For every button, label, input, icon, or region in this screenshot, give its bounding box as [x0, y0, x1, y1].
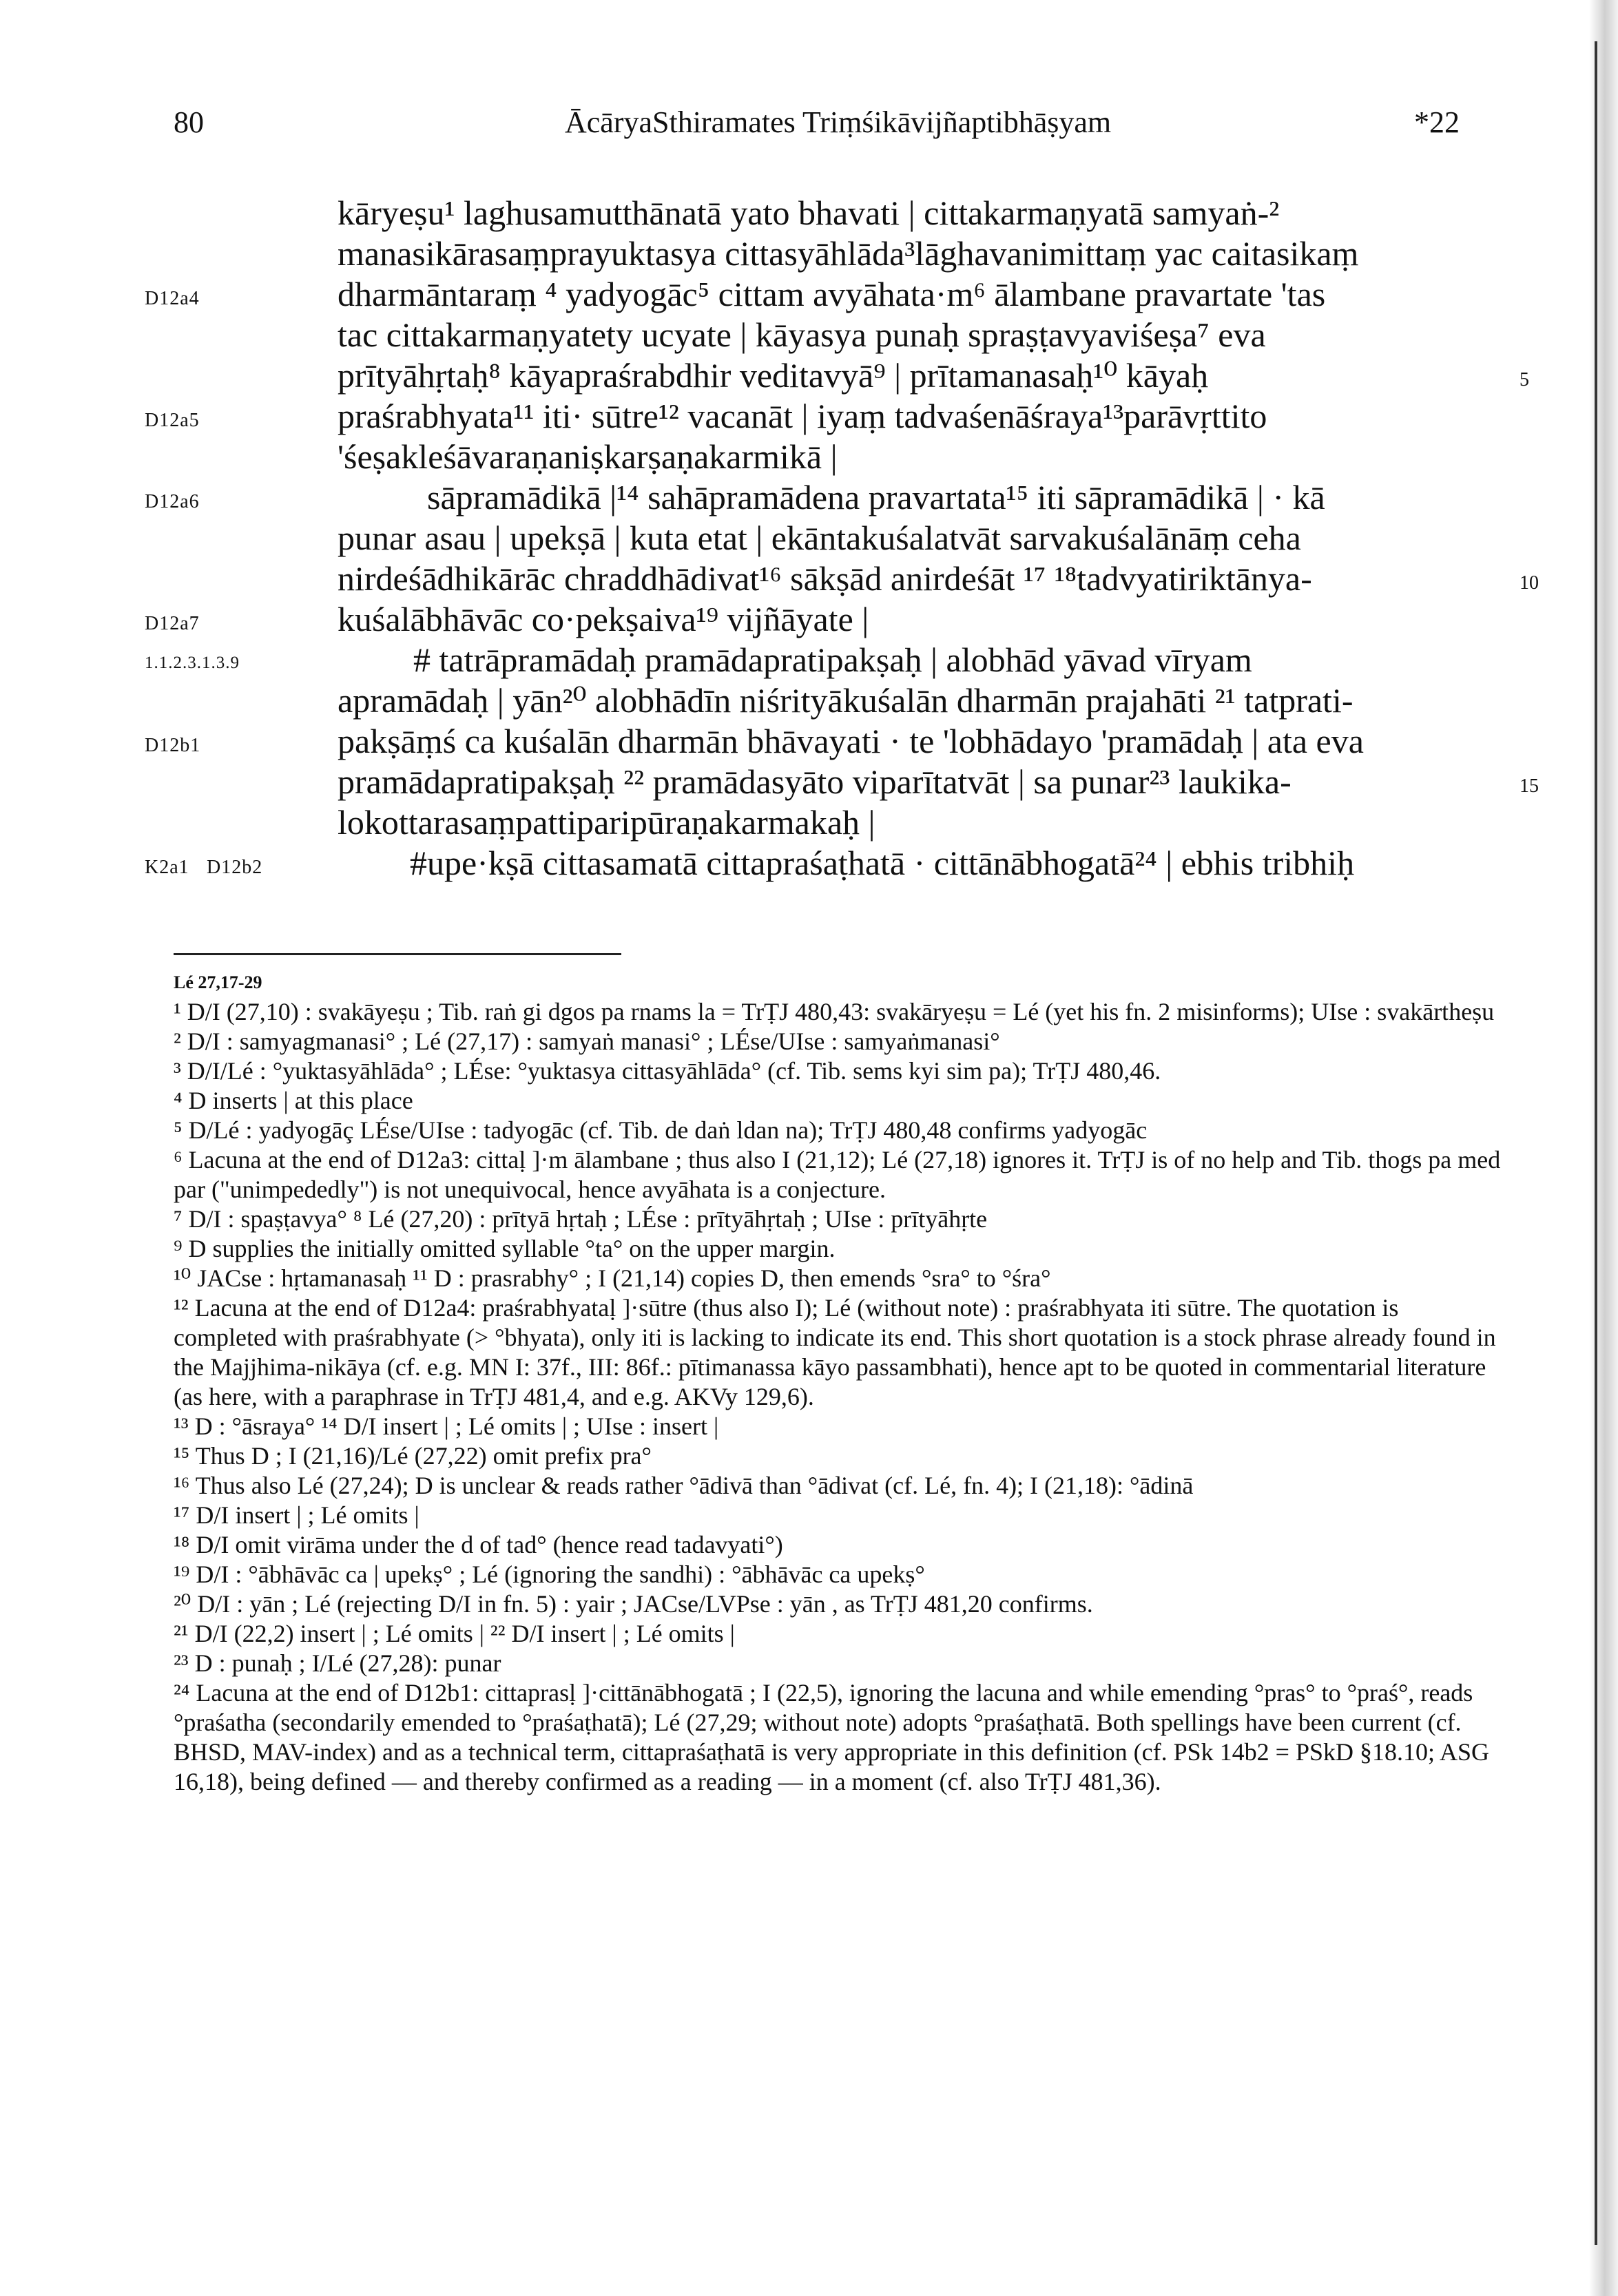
footnote-rule — [174, 953, 621, 955]
footnote: ¹³ D : °āsraya° ¹⁴ D/I insert | ; Lé omits | ; UIse : insert | — [174, 1412, 719, 1440]
text-line-15: pramādapratipakṣaḥ ²² pramādasyāto viparītatvāt | sa punar²³ laukika- — [338, 762, 1292, 801]
page-number: 80 — [174, 105, 204, 139]
text-line-6: praśrabhyata¹¹ iti· sūtre¹² vacanāt | iyaṃ tadvaśenāśraya¹³parāvṛttito — [338, 397, 1267, 435]
footnote: ⁴ D inserts | at this place — [174, 1087, 413, 1114]
line-number: 5 — [1520, 369, 1529, 390]
footnotes — [174, 968, 1503, 1797]
footnote: ²³ D : punaḥ ; I/Lé (27,28): punar — [174, 1649, 501, 1677]
text-line-4: tac cittakarmaṇyatety ucyate | kāyasya punaḥ spraṣṭavyaviśeṣa⁷ eva — [338, 315, 1266, 354]
text-line-14: pakṣāṃś ca kuśalān dharmān bhāvayati · te 'lobhādayo 'pramādaḥ | ata eva — [338, 722, 1364, 760]
line-number: 15 — [1520, 775, 1539, 797]
text-line-3: dharmāntaraṃ ⁴ yadyogāc⁵ cittam avyāhata·m⁶ ālambane pravartate 'tas — [338, 275, 1326, 313]
running-title: ĀcāryaSthiramates Triṃśikāvijñaptibhāṣyam — [565, 105, 1112, 139]
footnote: ⁵ D/Lé : yadyogāç LÉse/UIse : tadyogāc (cf. Tib. de daṅ ldan na); TrṬJ 480,48 confirms yadyogāc — [174, 1116, 1148, 1144]
text-line-1: kāryeṣu¹ laghusamutthānatā yato bhavati | cittakarmaṇyatā samyaṅ-² — [338, 194, 1280, 232]
footnote: ⁶ Lacuna at the end of D12a3: cittaḷ ]·m ālambane ; thus also I (21,12); Lé (27,18) ignores it. TrṬJ is of no help and Tib. thogs pa med par ("unimpededly") is not unequivocal, hence avyāhata is a conjecture. — [174, 1146, 1501, 1203]
footnote: ¹⁹ D/I : °ābhāvāc ca | upekṣ° ; Lé (ignoring the sandhi) : °ābhāvāc ca upekṣ° — [174, 1561, 925, 1588]
text-line-12: # tatrāpramādaḥ pramādapratipakṣaḥ | alobhād yāvad vīryam — [413, 640, 1252, 679]
binding-line — [1595, 41, 1597, 2245]
footnote: ¹⁶ Thus also Lé (27,24); D is unclear & reads rather °ādivā than °ādivat (cf. Lé, fn. 4); I (21,18): °ādinā — [174, 1472, 1194, 1499]
siglum: D12a6 — [145, 491, 200, 512]
section-mark: *22 — [1414, 105, 1460, 139]
footnote: ²¹ D/I (22,2) insert | ; Lé omits | ²² D/I insert | ; Lé omits | — [174, 1620, 735, 1647]
footnote: ² D/I : samyagmanasi° ; Lé (27,17) : samyaṅ manasi° ; LÉse/UIse : samyaṅmanasi° — [174, 1027, 1000, 1055]
footnote: ¹⁸ D/I omit virāma under the d of tad° (hence read tadavyati°) — [174, 1531, 783, 1558]
text-line-9: punar asau | upekṣā | kuta etat | ekāntakuśalatvāt sarvakuśalānāṃ ceha — [338, 519, 1301, 557]
page-edge — [1589, 0, 1618, 2296]
footnote: ¹⁵ Thus D ; I (21,16)/Lé (27,22) omit prefix pra° — [174, 1442, 652, 1470]
footnote: ³ D/I/Lé : °yuktasyāhlāda° ; LÉse: °yuktasya cittasyāhlāda° (cf. Tib. sems kyi sim pa); TrṬJ 480,46. — [174, 1057, 1161, 1085]
line-number: 10 — [1520, 572, 1539, 594]
footnote: ²⁴ Lacuna at the end of D12b1: cittaprasḷ ]·cittānābhogatā ; I (22,5), ignoring the lacuna and while emending °pras° to °praś°, reads °praśatha (secondarily emended to °praśaṭhatā); Lé (27,29; without note) adopts °praśaṭhatā. Both spellings have been current (cf. BHSD, MAV-index) and as a technical term, cittapraśaṭhatā is very appropriate in this definition (cf. PSk 14b2 = PSkD §18.10; ASG 16,18), being defined — and thereby confirmed as a reading — in a moment (cf. also TrṬJ 481,36). — [174, 1679, 1490, 1795]
footnote: ¹⁷ D/I insert | ; Lé omits | — [174, 1501, 419, 1529]
siglum: D12b1 — [145, 735, 201, 756]
siglum: D12b2 — [207, 857, 263, 878]
siglum: 1.1.2.3.1.3.9 — [145, 654, 240, 672]
footnote: ¹⁰ JACse : hṛtamanasaḥ ¹¹ D : prasrabhy° ; I (21,14) copies D, then emends °sra° to °śra° — [174, 1264, 1051, 1292]
text-line-16: lokottarasaṃpattiparipūraṇakarmakaḥ | — [338, 803, 875, 842]
text-line-10: nirdeśādhikārāc chraddhādivat¹⁶ sākṣād anirdeśāt ¹⁷ ¹⁸tadvyatiriktānya- — [338, 559, 1312, 598]
footnote-source: Lé 27,17-29 — [174, 972, 262, 992]
footnote: ²⁰ D/I : yān ; Lé (rejecting D/I in fn. 5) : yair ; JACse/LVPse : yān , as TrṬJ 481,20 confirms. — [174, 1590, 1093, 1618]
text-line-8: sāpramādikā |¹⁴ sahāpramādena pravartata¹⁵ iti sāpramādikā | · kā — [427, 478, 1325, 516]
footnote: ¹ D/I (27,10) : svakāyeṣu ; Tib. raṅ gi dgos pa rnams la = TrṬJ 480,43: svakāryeṣu = Lé (yet his fn. 2 misinforms); UIse : svakārtheṣu — [174, 998, 1495, 1025]
siglum: D12a5 — [145, 410, 200, 431]
text-line-2: manasikārasaṃprayuktasya cittasyāhlāda³lāghavanimittaṃ yac caitasikaṃ — [338, 234, 1359, 273]
siglum: D12a7 — [145, 613, 200, 634]
siglum: K2a1 — [145, 857, 189, 878]
text-line-17: #upe·kṣā cittasamatā cittapraśaṭhatā · cittānābhogatā²⁴ | ebhis tribhiḥ — [410, 844, 1355, 882]
siglum: D12a4 — [145, 288, 200, 309]
text-line-7: 'śeṣakleśāvaraṇaniṣkarṣaṇakarmikā | — [338, 437, 838, 476]
footnote: ⁹ D supplies the initially omitted syllable °ta° on the upper margin. — [174, 1235, 836, 1262]
footnote: ¹² Lacuna at the end of D12a4: praśrabhyataḷ ]·sūtre (thus also I); Lé (without note) : praśrabhyata iti sūtre. The quotation is completed with praśrabhyate (> °bhyata), only iti is lacking to indicate its end. This short quotation is a stock phrase already found in the Majjhima-nikāya (cf. e.g. MN I: 37f., III: 86f.: pītimanassa kāyo passambhati), hence apt to be quoted in commentarial literature (as here, with a paraphrase in TrṬJ 481,4, and e.g. AKVy 129,6). — [174, 1294, 1496, 1410]
text-line-5: prītyāhṛtaḥ⁸ kāyapraśrabdhir veditavyā⁹ | prītamanasaḥ¹⁰ kāyaḥ — [338, 356, 1209, 395]
text-line-11: kuśalābhāvāc co·pekṣaiva¹⁹ vijñāyate | — [338, 600, 869, 638]
footnote: ⁷ D/I : spaṣṭavya° ⁸ Lé (27,20) : prītyā hṛtaḥ ; LÉse : prītyāhṛtaḥ ; UIse : prītyāhṛte — [174, 1205, 988, 1233]
text-line-13: apramādaḥ | yān²⁰ alobhādīn niśrityākuśalān dharmān prajahāti ²¹ tatprati- — [338, 681, 1353, 720]
